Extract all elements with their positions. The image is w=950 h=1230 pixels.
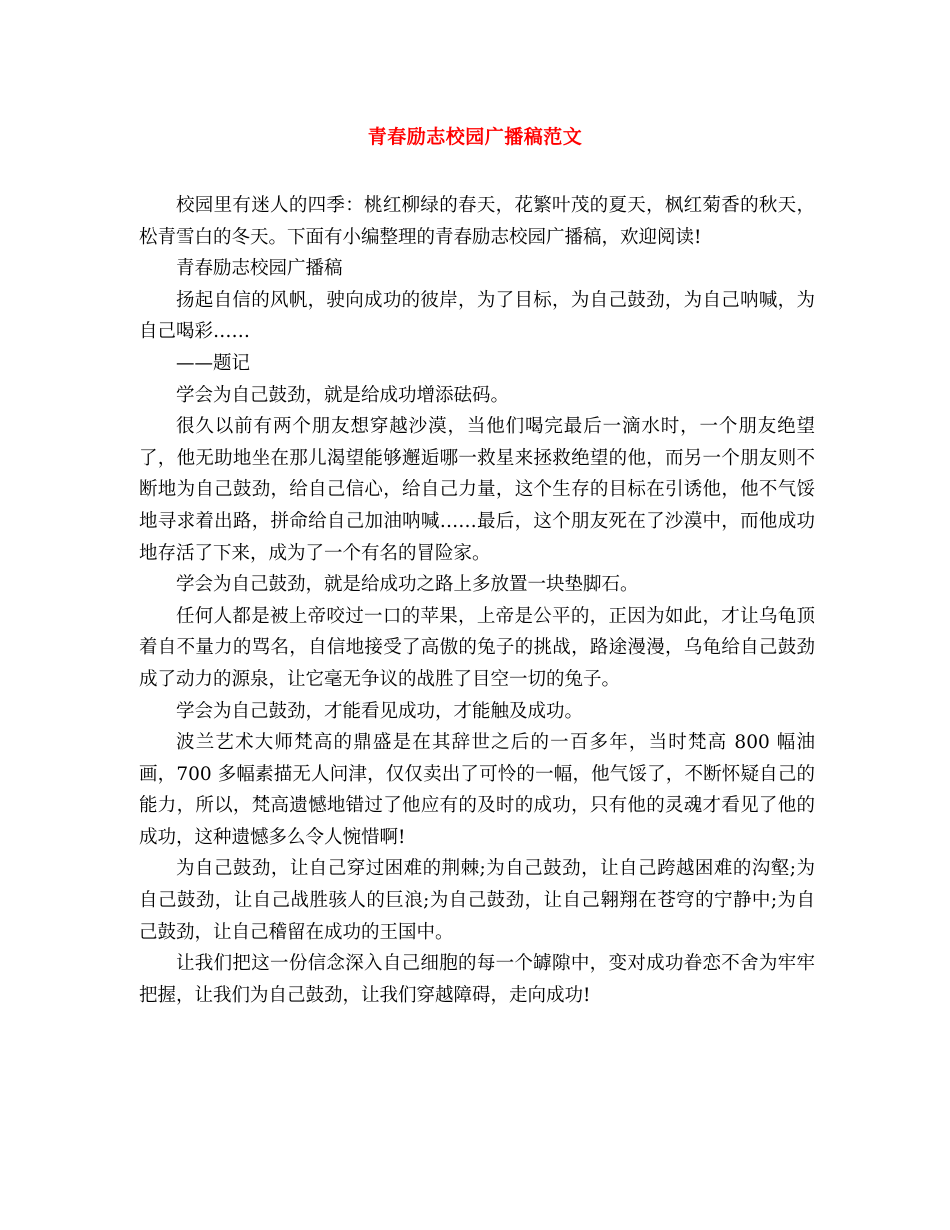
paragraph: 为自己鼓劲，让自己穿过困难的荆棘;为自己鼓劲，让自己跨越困难的沟壑;为自己鼓劲，让自己战胜骇人的巨浪;为自己鼓劲，让自己翱翔在苍穹的宁静中;为自己鼓劲，让自己稽留在成功的王国中。 bbox=[139, 858, 815, 943]
paragraph: 扬起自信的风帆，驶向成功的彼岸，为了目标，为自己鼓劲，为自己呐喊，为自己喝彩…… bbox=[139, 289, 815, 343]
document-body bbox=[139, 190, 815, 1011]
paragraph: 波兰艺术大师梵高的鼎盛是在其辞世之后的一百多年，当时梵高 800 幅油画，700 多幅素描无人问津，仅仅卖出了可怜的一幅，他气馁了，不断怀疑自己的能力，所以，梵高遗憾地错过了他应有的及时的成功，只有他的灵魂才看见了他的成功，这种遗憾多么令人惋惜啊! bbox=[139, 732, 815, 848]
paragraph: 任何人都是被上帝咬过一口的苹果，上帝是公平的，正因为如此，才让乌龟顶着自不量力的骂名，自信地接受了高傲的兔子的挑战，路途漫漫，乌龟给自己鼓劲成了动力的源泉，让它毫无争议的战胜了目空一切的兔子。 bbox=[139, 605, 815, 690]
paragraph: 学会为自己鼓劲，就是给成功之路上多放置一块垫脚石。 bbox=[176, 574, 639, 596]
paragraph: 让我们把这一份信念深入自己细胞的每一个罅隙中，变对成功眷恋不舍为牢牢把握，让我们为自己鼓劲，让我们穿越障碍，走向成功! bbox=[139, 953, 815, 1006]
epigraph-attribution: ——题记 bbox=[176, 352, 251, 374]
paragraph: 学会为自己鼓劲，就是给成功增添砝码。 bbox=[176, 384, 510, 406]
document-title: 青春励志校园广播稿范文 bbox=[367, 126, 583, 148]
subtitle-paragraph: 青春励志校园广播稿 bbox=[176, 258, 343, 280]
paragraph: 很久以前有两个朋友想穿越沙漠，当他们喝完最后一滴水时，一个朋友绝望了，他无助地坐在那儿渴望能够邂逅哪一救星来拯救绝望的他，而另一个朋友则不断地为自己鼓劲，给自己信心，给自己力量，这个生存的目标在引诱他，他不气馁地寻求着出路，拼命给自己加油呐喊……最后，这个朋友死在了沙漠中，而他成功地存活了下来，成为了一个有名的冒险家。 bbox=[139, 416, 815, 564]
paragraph: 校园里有迷人的四季：桃红柳绿的春天，花繁叶茂的夏天，枫红菊香的秋天，松青雪白的冬天。下面有小编整理的青春励志校园广播稿，欢迎阅读! bbox=[139, 195, 815, 248]
paragraph: 学会为自己鼓劲，才能看见成功，才能触及成功。 bbox=[176, 700, 584, 722]
